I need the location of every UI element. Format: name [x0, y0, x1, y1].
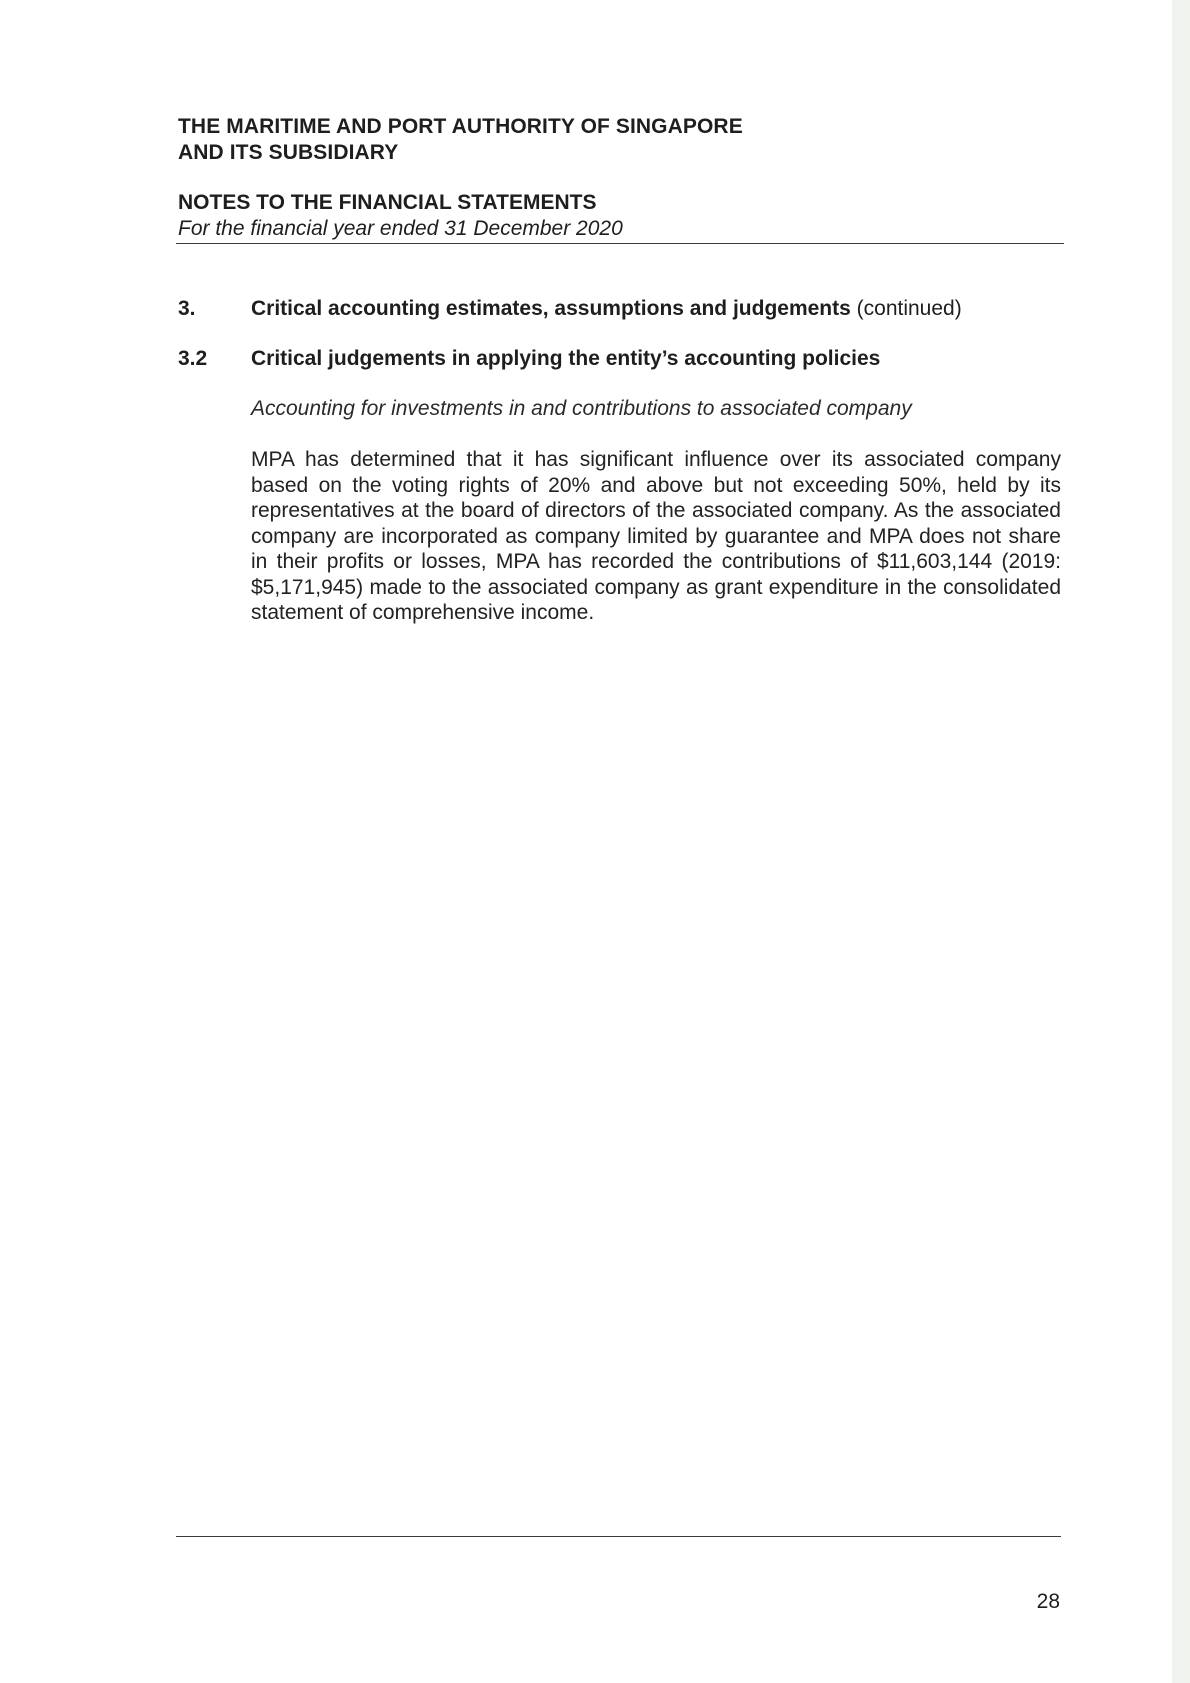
section-title-suffix: (continued) — [856, 297, 962, 320]
section-number: 3. — [178, 297, 196, 320]
header-divider — [176, 243, 1064, 244]
footer-divider — [176, 1536, 1061, 1537]
organization-name-line-1: THE MARITIME AND PORT AUTHORITY OF SINGAPORE — [178, 115, 743, 138]
section-heading — [251, 296, 962, 322]
body-paragraph: MPA has determined that it has significant influence over its associated company based on the voting rights of 20% and above but not exceeding 50%, held by its representatives at the board of directors of the associated company. As the associated company are incorporated as company limited by guarantee and MPA does not share in their profits or losses, MPA has recorded the contributions of $11,603,144 (2019: $5,171,945) made to the associated company as grant expenditure in the consolidated statement of comprehensive income. — [251, 448, 1061, 624]
subsection-number: 3.2 — [178, 347, 208, 370]
subsection-subheading: Accounting for investments in and contributions to associated company — [251, 397, 912, 420]
reporting-period: For the financial year ended 31 December 2020 — [178, 217, 623, 240]
subsection-heading — [251, 346, 880, 372]
organization-name — [178, 114, 743, 166]
subsection-title: Critical judgements in applying the entity’s accounting policies — [251, 347, 881, 370]
organization-name-line-2: AND ITS SUBSIDIARY — [178, 141, 399, 164]
page-edge — [1172, 0, 1190, 1683]
notes-title: NOTES TO THE FINANCIAL STATEMENTS — [178, 191, 597, 214]
page-number: 28 — [1036, 1590, 1060, 1613]
section-title: Critical accounting estimates, assumptions and judgements — [251, 297, 851, 320]
